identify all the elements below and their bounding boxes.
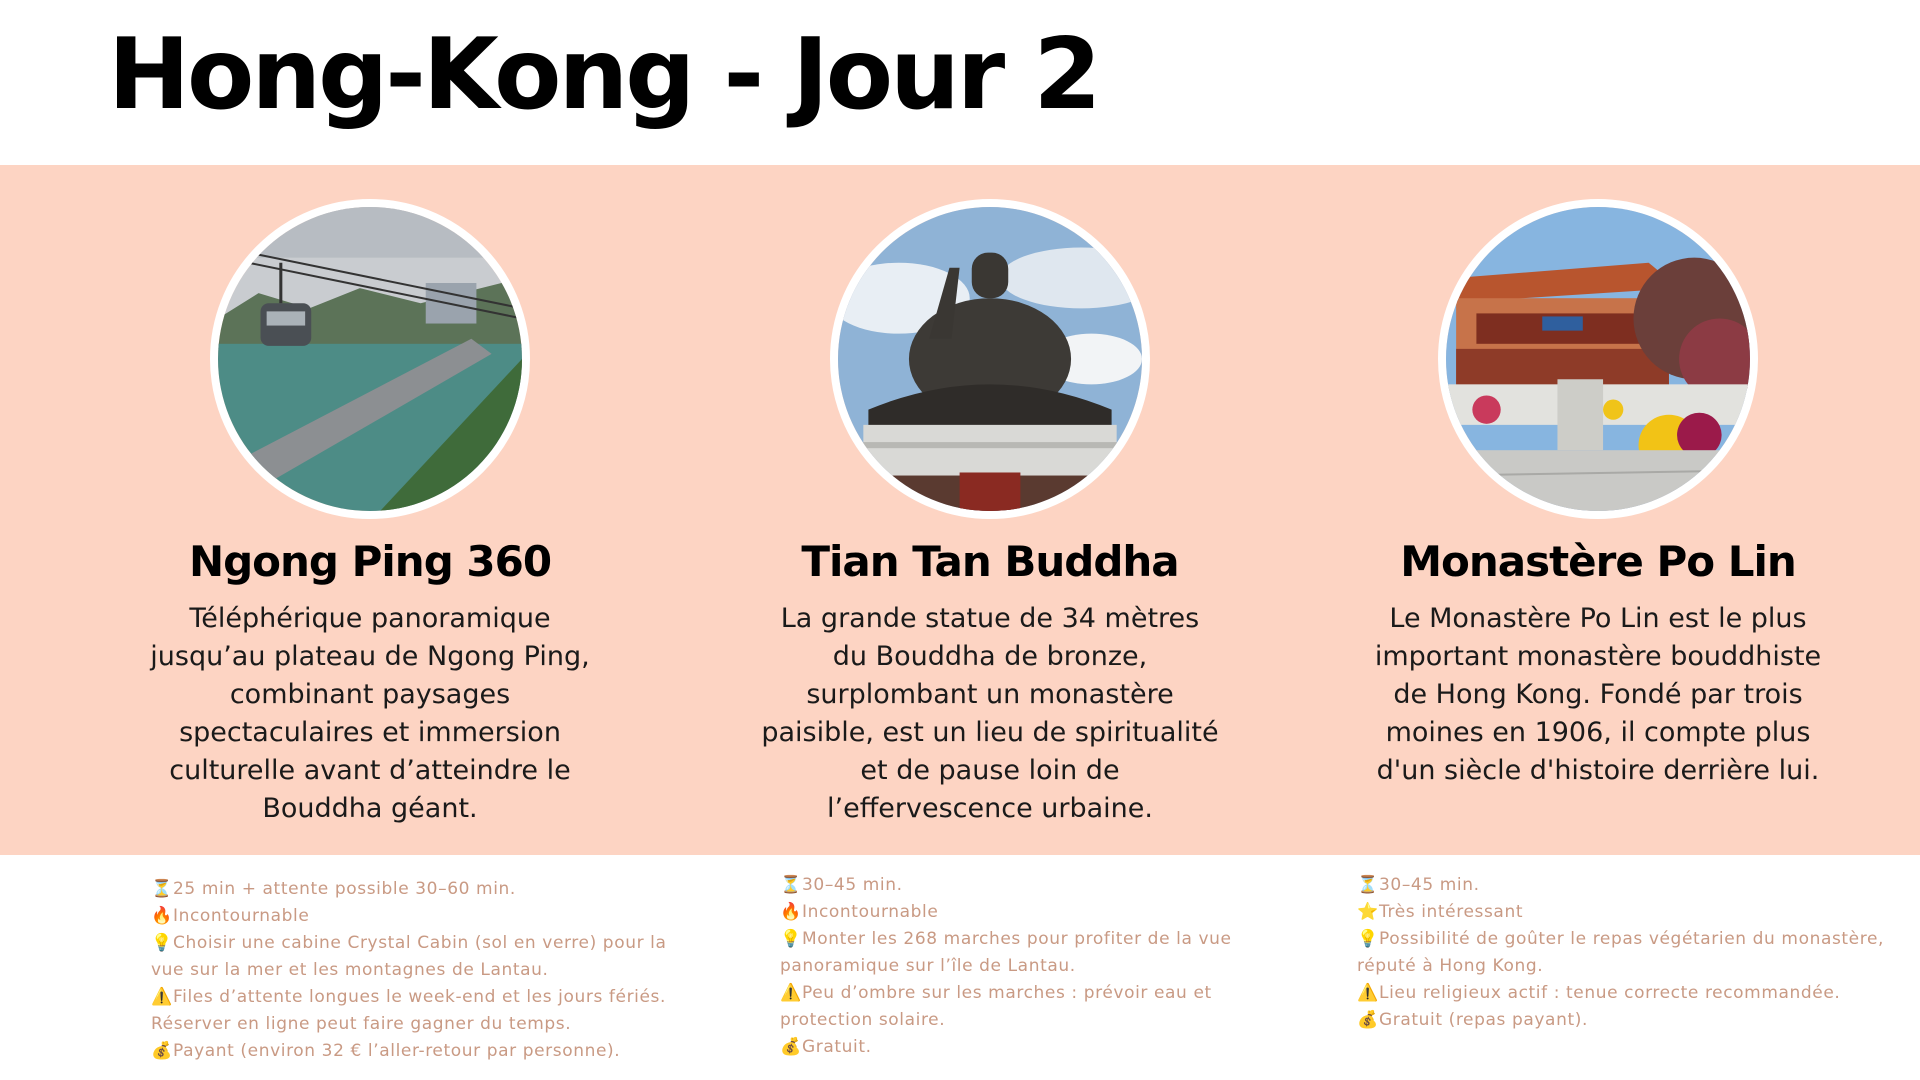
duration-line: ⏳30–45 min. [780,872,1280,899]
place-tian-tan [730,165,1250,828]
fire-icon: 🔥 [151,906,173,926]
warning-icon: ⚠️ [780,983,802,1003]
hourglass-icon: ⏳ [151,879,173,899]
price-line: 💰Gratuit. [780,1034,1280,1061]
monastery-photo [1438,199,1758,519]
buddha-photo [830,199,1150,519]
price-line: 💰Gratuit (repas payant). [1357,1007,1897,1034]
info-po-lin [1357,872,1897,1034]
place-description: Le Monastère Po Lin est le plus important monastère bouddhiste de Hong Kong. Fondé par trois moines en 1906, il compte plus d'un siècle d'histoire derrière lui. [1374,603,1822,786]
tip-line: 💡Possibilité de goûter le repas végétarien du monastère, réputé à Hong Kong. [1357,926,1897,980]
place-po-lin [1338,165,1858,790]
page-title: Hong-Kong - Jour 2 [108,18,1099,132]
money-bag-icon: 💰 [780,1037,802,1057]
fire-icon: 🔥 [780,902,802,922]
warning-icon: ⚠️ [151,987,173,1007]
money-bag-icon: 💰 [1357,1010,1379,1030]
rating-line: ⭐Très intéressant [1357,899,1897,926]
star-icon: ⭐ [1357,902,1379,922]
warning-icon: ⚠️ [1357,983,1379,1003]
tip-line: 💡Monter les 268 marches pour profiter de la vue panoramique sur l’île de Lantau. [780,926,1280,980]
info-ngong-ping [151,876,691,1065]
place-ngong-ping [110,165,630,828]
tip-line: 💡Choisir une cabine Crystal Cabin (sol en verre) pour la vue sur la mer et les montagnes de Lantau. [151,930,691,984]
place-name: Ngong Ping 360 [188,537,552,586]
hourglass-icon: ⏳ [780,875,802,895]
place-name: Monastère Po Lin [1400,537,1796,586]
duration-line: ⏳30–45 min. [1357,872,1897,899]
cable-car-photo [210,199,530,519]
hourglass-icon: ⏳ [1357,875,1379,895]
place-description: La grande statue de 34 mètres du Bouddha de bronze, surplombant un monastère paisible, est un lieu de spiritualité et de pause loin de l’effervescence urbaine. [761,603,1219,824]
info-tian-tan [780,872,1280,1061]
rating-line: 🔥Incontournable [780,899,1280,926]
places-band [0,165,1920,855]
place-name: Tian Tan Buddha [801,537,1179,586]
lightbulb-icon: 💡 [1357,929,1379,949]
warning-line: ⚠️Lieu religieux actif : tenue correcte recommandée. [1357,980,1897,1007]
warning-line: ⚠️Files d’attente longues le week-end et les jours fériés. Réserver en ligne peut faire gagner du temps. [151,984,691,1038]
warning-line: ⚠️Peu d’ombre sur les marches : prévoir eau et protection solaire. [780,980,1280,1034]
place-description: Téléphérique panoramique jusqu’au plateau de Ngong Ping, combinant paysages spectaculaires et immersion culturelle avant d’atteindre le Bouddha géant. [150,603,590,824]
money-bag-icon: 💰 [151,1041,173,1061]
duration-line: ⏳25 min + attente possible 30–60 min. [151,876,691,903]
price-line: 💰Payant (environ 32 € l’aller-retour par personne). [151,1038,691,1065]
rating-line: 🔥Incontournable [151,903,691,930]
lightbulb-icon: 💡 [151,933,173,953]
lightbulb-icon: 💡 [780,929,802,949]
